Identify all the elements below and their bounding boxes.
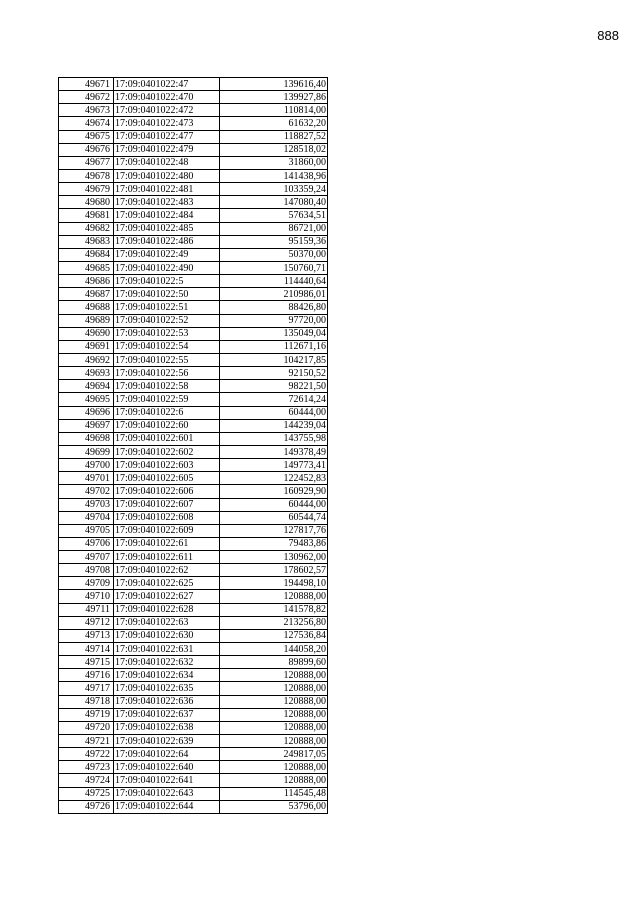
row-number-cell: 49714 <box>59 643 114 656</box>
table-row <box>59 551 328 564</box>
value-cell: 120888,00 <box>220 761 328 774</box>
row-number-cell: 49673 <box>59 104 114 117</box>
table-row <box>59 156 328 169</box>
table-row <box>59 104 328 117</box>
value-cell: 120888,00 <box>220 735 328 748</box>
table-row <box>59 445 328 458</box>
cadastral-number-cell: 17:09:0401022:625 <box>114 577 220 590</box>
row-number-cell: 49707 <box>59 551 114 564</box>
value-cell: 120888,00 <box>220 682 328 695</box>
value-cell: 143755,98 <box>220 432 328 445</box>
row-number-cell: 49706 <box>59 537 114 550</box>
cadastral-number-cell: 17:09:0401022:52 <box>114 314 220 327</box>
cadastral-number-cell: 17:09:0401022:486 <box>114 235 220 248</box>
value-cell: 114545,48 <box>220 787 328 800</box>
table-row <box>59 340 328 353</box>
row-number-cell: 49700 <box>59 459 114 472</box>
cadastral-number-cell: 17:09:0401022:644 <box>114 800 220 813</box>
table-row <box>59 800 328 813</box>
cadastral-number-cell: 17:09:0401022:54 <box>114 340 220 353</box>
cadastral-number-cell: 17:09:0401022:603 <box>114 459 220 472</box>
value-cell: 57634,51 <box>220 209 328 222</box>
row-number-cell: 49684 <box>59 248 114 261</box>
value-cell: 144239,04 <box>220 419 328 432</box>
cadastral-number-cell: 17:09:0401022:51 <box>114 301 220 314</box>
table-row <box>59 774 328 787</box>
page-number: 888 <box>597 28 619 43</box>
value-cell: 210986,01 <box>220 288 328 301</box>
cadastral-number-cell: 17:09:0401022:606 <box>114 485 220 498</box>
value-cell: 139616,40 <box>220 78 328 91</box>
cadastral-number-cell: 17:09:0401022:627 <box>114 590 220 603</box>
row-number-cell: 49719 <box>59 708 114 721</box>
table-row <box>59 432 328 445</box>
value-cell: 139927,86 <box>220 91 328 104</box>
row-number-cell: 49699 <box>59 445 114 458</box>
value-cell: 97720,00 <box>220 314 328 327</box>
value-cell: 89899,60 <box>220 656 328 669</box>
row-number-cell: 49692 <box>59 353 114 366</box>
cadastral-number-cell: 17:09:0401022:605 <box>114 472 220 485</box>
table-row <box>59 787 328 800</box>
value-cell: 60444,00 <box>220 498 328 511</box>
row-number-cell: 49689 <box>59 314 114 327</box>
value-cell: 103359,24 <box>220 183 328 196</box>
value-cell: 120888,00 <box>220 695 328 708</box>
cadastral-number-cell: 17:09:0401022:47 <box>114 78 220 91</box>
table-row <box>59 130 328 143</box>
row-number-cell: 49718 <box>59 695 114 708</box>
row-number-cell: 49724 <box>59 774 114 787</box>
cadastral-number-cell: 17:09:0401022:481 <box>114 183 220 196</box>
cadastral-number-cell: 17:09:0401022:628 <box>114 603 220 616</box>
value-cell: 147080,40 <box>220 196 328 209</box>
table-row <box>59 577 328 590</box>
table-row <box>59 419 328 432</box>
table-row <box>59 288 328 301</box>
value-cell: 98221,50 <box>220 380 328 393</box>
value-cell: 178602,57 <box>220 564 328 577</box>
row-number-cell: 49680 <box>59 196 114 209</box>
table-row <box>59 472 328 485</box>
row-number-cell: 49696 <box>59 406 114 419</box>
value-cell: 120888,00 <box>220 590 328 603</box>
value-cell: 112671,16 <box>220 340 328 353</box>
table-row <box>59 761 328 774</box>
table-row <box>59 682 328 695</box>
row-number-cell: 49687 <box>59 288 114 301</box>
value-cell: 130962,00 <box>220 551 328 564</box>
value-cell: 60544,74 <box>220 511 328 524</box>
value-cell: 95159,36 <box>220 235 328 248</box>
row-number-cell: 49698 <box>59 432 114 445</box>
cadastral-number-cell: 17:09:0401022:640 <box>114 761 220 774</box>
table-row <box>59 629 328 642</box>
row-number-cell: 49725 <box>59 787 114 800</box>
table-row <box>59 498 328 511</box>
row-number-cell: 49693 <box>59 367 114 380</box>
row-number-cell: 49708 <box>59 564 114 577</box>
value-cell: 92150,52 <box>220 367 328 380</box>
value-cell: 60444,00 <box>220 406 328 419</box>
value-cell: 144058,20 <box>220 643 328 656</box>
table-row <box>59 248 328 261</box>
row-number-cell: 49681 <box>59 209 114 222</box>
value-cell: 127536,84 <box>220 629 328 642</box>
table-row <box>59 524 328 537</box>
row-number-cell: 49715 <box>59 656 114 669</box>
table-row <box>59 406 328 419</box>
row-number-cell: 49683 <box>59 235 114 248</box>
value-cell: 141438,96 <box>220 169 328 182</box>
cadastral-number-cell: 17:09:0401022:631 <box>114 643 220 656</box>
value-cell: 110814,00 <box>220 104 328 117</box>
cadastral-number-cell: 17:09:0401022:59 <box>114 393 220 406</box>
table-row <box>59 327 328 340</box>
value-cell: 31860,00 <box>220 156 328 169</box>
table-row <box>59 656 328 669</box>
row-number-cell: 49686 <box>59 275 114 288</box>
value-cell: 120888,00 <box>220 774 328 787</box>
table-row <box>59 590 328 603</box>
cadastral-number-cell: 17:09:0401022:607 <box>114 498 220 511</box>
table-row <box>59 721 328 734</box>
row-number-cell: 49702 <box>59 485 114 498</box>
table-row <box>59 261 328 274</box>
table-row <box>59 353 328 366</box>
cadastral-number-cell: 17:09:0401022:638 <box>114 721 220 734</box>
cadastral-number-cell: 17:09:0401022:470 <box>114 91 220 104</box>
value-cell: 104217,85 <box>220 353 328 366</box>
cadastral-number-cell: 17:09:0401022:490 <box>114 261 220 274</box>
value-cell: 194498,10 <box>220 577 328 590</box>
cadastral-number-cell: 17:09:0401022:64 <box>114 748 220 761</box>
value-cell: 114440,64 <box>220 275 328 288</box>
cadastral-number-cell: 17:09:0401022:56 <box>114 367 220 380</box>
cadastral-number-cell: 17:09:0401022:485 <box>114 222 220 235</box>
row-number-cell: 49688 <box>59 301 114 314</box>
value-cell: 72614,24 <box>220 393 328 406</box>
cadastral-number-cell: 17:09:0401022:5 <box>114 275 220 288</box>
table-row <box>59 380 328 393</box>
row-number-cell: 49723 <box>59 761 114 774</box>
value-cell: 127817,76 <box>220 524 328 537</box>
cadastral-number-cell: 17:09:0401022:480 <box>114 169 220 182</box>
cadastral-number-cell: 17:09:0401022:61 <box>114 537 220 550</box>
table-row <box>59 209 328 222</box>
value-cell: 149773,41 <box>220 459 328 472</box>
table-row <box>59 183 328 196</box>
value-cell: 249817,05 <box>220 748 328 761</box>
table-row <box>59 314 328 327</box>
table-row <box>59 235 328 248</box>
row-number-cell: 49690 <box>59 327 114 340</box>
table-row <box>59 537 328 550</box>
cadastral-number-cell: 17:09:0401022:62 <box>114 564 220 577</box>
row-number-cell: 49701 <box>59 472 114 485</box>
cadastral-number-cell: 17:09:0401022:53 <box>114 327 220 340</box>
table-row <box>59 169 328 182</box>
table-row <box>59 301 328 314</box>
cadastral-number-cell: 17:09:0401022:637 <box>114 708 220 721</box>
row-number-cell: 49704 <box>59 511 114 524</box>
table-row <box>59 603 328 616</box>
cadastral-number-cell: 17:09:0401022:6 <box>114 406 220 419</box>
table-row <box>59 669 328 682</box>
value-cell: 120888,00 <box>220 708 328 721</box>
cadastral-number-cell: 17:09:0401022:602 <box>114 445 220 458</box>
cadastral-number-cell: 17:09:0401022:636 <box>114 695 220 708</box>
cadastral-number-cell: 17:09:0401022:473 <box>114 117 220 130</box>
cadastral-number-cell: 17:09:0401022:632 <box>114 656 220 669</box>
cadastral-number-cell: 17:09:0401022:634 <box>114 669 220 682</box>
table-row <box>59 459 328 472</box>
cadastral-number-cell: 17:09:0401022:643 <box>114 787 220 800</box>
value-cell: 50370,00 <box>220 248 328 261</box>
row-number-cell: 49710 <box>59 590 114 603</box>
cadastral-number-cell: 17:09:0401022:55 <box>114 353 220 366</box>
value-cell: 120888,00 <box>220 721 328 734</box>
cadastral-number-cell: 17:09:0401022:609 <box>114 524 220 537</box>
row-number-cell: 49717 <box>59 682 114 695</box>
cadastral-number-cell: 17:09:0401022:48 <box>114 156 220 169</box>
row-number-cell: 49679 <box>59 183 114 196</box>
value-cell: 53796,00 <box>220 800 328 813</box>
row-number-cell: 49726 <box>59 800 114 813</box>
table-row <box>59 695 328 708</box>
value-cell: 135049,04 <box>220 327 328 340</box>
table-row <box>59 91 328 104</box>
cadastral-number-cell: 17:09:0401022:601 <box>114 432 220 445</box>
cadastral-number-cell: 17:09:0401022:483 <box>114 196 220 209</box>
cadastral-number-cell: 17:09:0401022:611 <box>114 551 220 564</box>
value-cell: 160929,90 <box>220 485 328 498</box>
row-number-cell: 49705 <box>59 524 114 537</box>
table-row <box>59 275 328 288</box>
cadastral-number-cell: 17:09:0401022:484 <box>114 209 220 222</box>
value-cell: 120888,00 <box>220 669 328 682</box>
value-cell: 118827,52 <box>220 130 328 143</box>
table-row <box>59 511 328 524</box>
row-number-cell: 49675 <box>59 130 114 143</box>
table-row <box>59 485 328 498</box>
table-row <box>59 196 328 209</box>
row-number-cell: 49695 <box>59 393 114 406</box>
row-number-cell: 49703 <box>59 498 114 511</box>
row-number-cell: 49720 <box>59 721 114 734</box>
table-row <box>59 222 328 235</box>
table-row <box>59 393 328 406</box>
cadastral-number-cell: 17:09:0401022:639 <box>114 735 220 748</box>
table-row <box>59 143 328 156</box>
cadastral-number-cell: 17:09:0401022:630 <box>114 629 220 642</box>
cadastral-number-cell: 17:09:0401022:50 <box>114 288 220 301</box>
value-cell: 141578,82 <box>220 603 328 616</box>
value-cell: 79483,86 <box>220 537 328 550</box>
value-cell: 213256,80 <box>220 616 328 629</box>
row-number-cell: 49712 <box>59 616 114 629</box>
row-number-cell: 49721 <box>59 735 114 748</box>
cadastral-number-cell: 17:09:0401022:479 <box>114 143 220 156</box>
table-row <box>59 78 328 91</box>
value-cell: 128518,02 <box>220 143 328 156</box>
row-number-cell: 49678 <box>59 169 114 182</box>
row-number-cell: 49722 <box>59 748 114 761</box>
row-number-cell: 49677 <box>59 156 114 169</box>
cadastral-number-cell: 17:09:0401022:477 <box>114 130 220 143</box>
value-cell: 122452,83 <box>220 472 328 485</box>
cadastral-number-cell: 17:09:0401022:608 <box>114 511 220 524</box>
cadastral-value-table <box>58 77 328 814</box>
table-row <box>59 564 328 577</box>
value-cell: 150760,71 <box>220 261 328 274</box>
cadastral-number-cell: 17:09:0401022:49 <box>114 248 220 261</box>
table-row <box>59 117 328 130</box>
row-number-cell: 49676 <box>59 143 114 156</box>
cadastral-number-cell: 17:09:0401022:635 <box>114 682 220 695</box>
row-number-cell: 49713 <box>59 629 114 642</box>
table-row <box>59 748 328 761</box>
value-cell: 61632,20 <box>220 117 328 130</box>
table-row <box>59 367 328 380</box>
row-number-cell: 49709 <box>59 577 114 590</box>
value-cell: 86721,00 <box>220 222 328 235</box>
value-cell: 149378,49 <box>220 445 328 458</box>
cadastral-number-cell: 17:09:0401022:641 <box>114 774 220 787</box>
cadastral-number-cell: 17:09:0401022:58 <box>114 380 220 393</box>
row-number-cell: 49711 <box>59 603 114 616</box>
row-number-cell: 49697 <box>59 419 114 432</box>
table-row <box>59 643 328 656</box>
row-number-cell: 49691 <box>59 340 114 353</box>
row-number-cell: 49672 <box>59 91 114 104</box>
cadastral-number-cell: 17:09:0401022:63 <box>114 616 220 629</box>
row-number-cell: 49674 <box>59 117 114 130</box>
table-row <box>59 708 328 721</box>
row-number-cell: 49685 <box>59 261 114 274</box>
cadastral-number-cell: 17:09:0401022:472 <box>114 104 220 117</box>
table-row <box>59 616 328 629</box>
row-number-cell: 49671 <box>59 78 114 91</box>
row-number-cell: 49716 <box>59 669 114 682</box>
cadastral-number-cell: 17:09:0401022:60 <box>114 419 220 432</box>
table-row <box>59 735 328 748</box>
table-body <box>59 78 328 814</box>
row-number-cell: 49682 <box>59 222 114 235</box>
value-cell: 88426,80 <box>220 301 328 314</box>
row-number-cell: 49694 <box>59 380 114 393</box>
